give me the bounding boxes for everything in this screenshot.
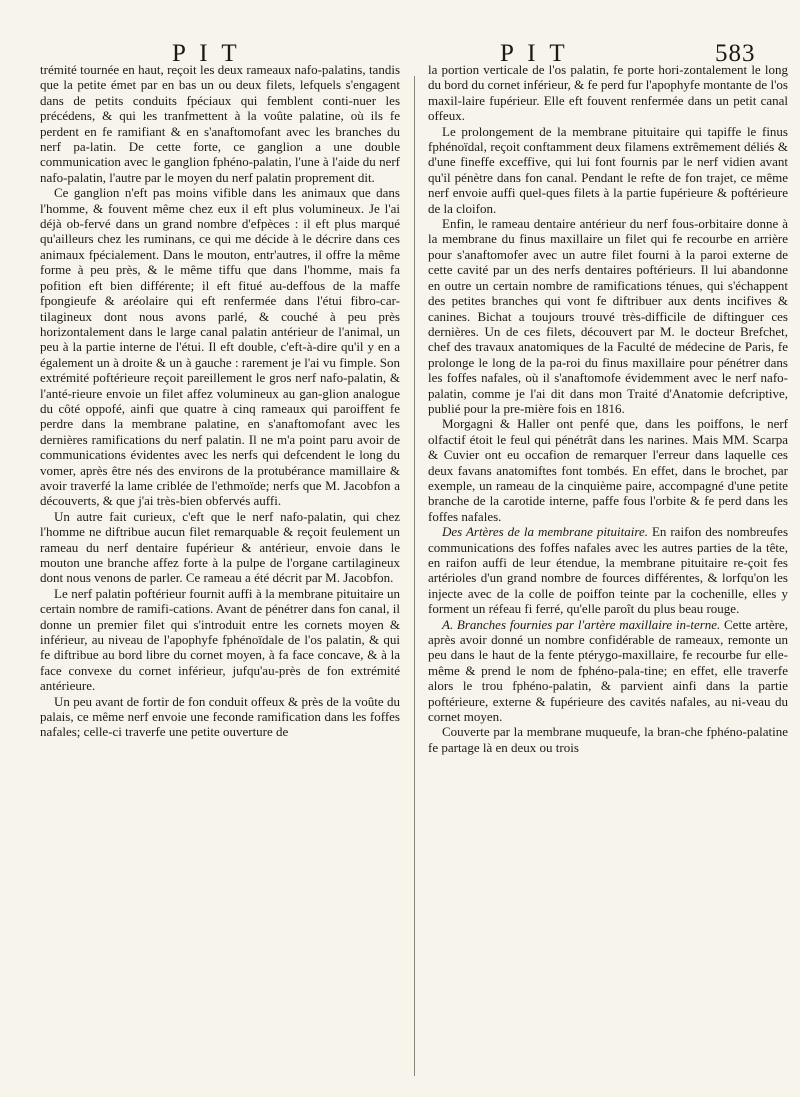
section-heading-arteries: Des Artères de la membrane pituitaire.	[442, 524, 648, 540]
section-paragraph	[428, 524, 788, 616]
page-number: 583	[715, 40, 756, 67]
paragraph: Ce ganglion n'eft pas moins vifible dans les animaux que dans l'homme, & fouvent même chez eux il eft plus volumineux. Je l'ai déjà ob-fervé dans un grand nombre d'efpèces : il eft plus marqué qu'ailleurs chez les ruminans, ce qui me décide à le décrire dans ces animaux fpécialement. Dans le mouton, entr'autres, il offre la même forme à peu près, & le même tiffu que dans l'homme, mais fa pofition eft bien différente; il eft fitué au-deffous de la maffe fpongieufe & aréolaire qui eft renfermée dans l'étui fibro-car-tilagineux dont nous avons parlé, & couché à peu près horizontalement dans le large canal palatin antérieur de l'animal, un peu à la partie interne de l'étui. Il eft double, c'eft-à-dire qu'il y en a également un à droite & un à gauche : rarement je l'ai vu fimple. Son extrémité poftérieure reçoit pareillement le gros nerf nafo-palatin, & l'anté-rieure envoie un filet affez volumineux au gan-glion analogue du côté oppofé, ainfi que quatre à cinq rameaux qui paroiffent fe perdre dans la membrane palatine, en s'anaftomofant avec les dernières ramifications du nerf palatin. Il ne m'a point paru avoir de communications évidentes avec les nerfs qui defcendent le long du vomer, après être nés des environs de la protubérance mamillaire & avoir traverfé la lame criblée de l'ethmoïde; nerfs que M. Jacobfon a découverts, & que j'ai très-bien obfervés auffi.	[40, 185, 400, 509]
paragraph: Le nerf palatin poftérieur fournit auffi à la membrane pituitaire un certain nombre de ramifi-cations. Avant de pénétrer dans fon canal, il donne un premier filet qui s'introduit entre les cornets moyen & inférieur, au niveau de l'apophyfe fphénoïdale de l'os palatin, & qui fe diftribue au bord libre du cornet moyen, à fa face concave, & à la face convexe du cornet inférieur, jufqu'au-près de fon extrémité antérieure.	[40, 585, 401, 694]
paragraph: Couverte par la membrane muqueufe, la bran-che fphéno-palatine fe partage là en deux ou trois	[428, 724, 788, 755]
paragraph: Le prolongement de la membrane pituitaire qui tapiffe le finus fphénoïdal, reçoit conftamment deux filamens extrêmement déliés & d'une fineffe exceffive, qui lui font fournis par le nerf vidien avant qu'il pénètre dans fon canal. Pendant le refte de fon trajet, ce même nerf envoie auffi quel-ques filets à la partie fupérieure & poftérieure de la cloifon.	[428, 123, 788, 216]
running-title-right: P I T	[500, 40, 569, 67]
section-paragraph	[428, 617, 788, 725]
paragraph: Un peu avant de fortir de fon conduit offeux & près de la voûte du palais, ce même nerf envoie une feconde ramification dans les foffes nafales; celle-ci traverfe une petite ouverture de	[40, 693, 400, 740]
paragraph: Morgagni & Haller ont penfé que, dans les poiffons, le nerf olfactif étoit le feul qui pénétrât dans les narines. Mais MM. Scarpa & Cuvier ont eu occafion de remarquer l'erreur dans laquelle ces deux favans anatomiftes font tombés. En effet, dans le brochet, par exemple, un rameau de la cinquième paire, accompagné d'une petite branche de la carotide interne, paffe fous l'orbite & fe perd dans les foffes nafales.	[428, 416, 788, 524]
paragraph: Un autre fait curieux, c'eft que le nerf nafo-palatin, qui chez l'homme ne diftribue aucun filet remarquable & reçoit feulement un rameau du nerf dentaire fupérieur & antérieur, envoie dans le mouton une branche affez forte à la pulpe de l'organe cartilagineux dont nous venons de parler. Ce rameau a été décrit par M. Jacobfon.	[40, 508, 400, 586]
left-column	[40, 62, 400, 740]
paragraph: trémité tournée en haut, reçoit les deux rameaux nafo-palatins, tandis que la petite émet par en bas un ou deux filets, lefquels s'engagent dans de petits conduits fpéciaux qui femblent conti-nuer les précédens, & qui les tranfmettent à la voûte palatine, où ils fe perdent en fe ramifiant & en s'anaftomofant avec les branches du nerf pa-latin. De cette forte, ce ganglion a une double communication avec le ganglion fphéno-palatin, l'une à l'aide du nerf nafo-palatin, l'autre par le moyen du nerf palatin proprement dit.	[40, 62, 400, 185]
section-text-branches: Cette artère, après avoir donné un nombre confidérable de rameaux, remonte un peu dans le haut de la fente ptérygo-maxillaire, fe recourbe fur elle-même & prend le nom de fphéno-pala-tine; en effet, elle traverfe alors le trou fphéno-palatin, & parvient ainfi dans la partie poftérieure, externe & fupérieure des cavités nafales, au ni-veau du cornet moyen.	[428, 616, 788, 725]
section-heading-branches: A. Branches fournies par l'artère maxillaire in-terne.	[442, 616, 721, 632]
running-title-left: P I T	[172, 40, 241, 67]
column-divider	[414, 76, 415, 1076]
right-column	[428, 62, 788, 755]
paragraph: la portion verticale de l'os palatin, fe porte hori-zontalement le long du bord du cornet inférieur, & fe perd fur l'apophyfe montante de l'os maxil-laire fupérieur. Elle eft fouvent renfermée dans un petit canal offeux.	[428, 62, 788, 124]
section-text-arteries: En raifon des nombreufes communications des foffes nafales avec les autres parties de la tête, en raifon auffi de leur étendue, la membrane pituitaire re-çoit fes artérioles d'un grand nombre de fources différentes, & lorfqu'on les injecte avec de la colle de poiffon teinte par la cochenille, elles y forment un réfeau fi ferré, qu'elle paroît du plus beau rouge.	[428, 524, 789, 617]
paragraph: Enfin, le rameau dentaire antérieur du nerf fous-orbitaire donne à la membrane du finus maxillaire un filet qui fe recourbe en arrière pour s'anaftomofer avec un autre filet fourni à la paroi externe de cette cavité par un des nerfs dentaires poftérieurs. Il lui abandonne en outre un certain nombre de ramifications ténues, qui s'échappent des petites branches qui vont fe diftribuer aux dents incifives & canines. Bichat a toujours trouvé très-difficile de diftinguer ces dernières. Un de ces filets, découvert par M. le docteur Brefchet, chef des travaux anatomiques de la Faculté de médecine de Paris, fe prolonge le long de la pa-roi du finus maxillaire pour pénétrer dans les foffes nafales, où il s'anaftomofe évidemment avec le nerf nafo-palatin, comme je l'ai dit dans mon Traité d'Anatomie defcriptive, publié pour la pre-mière fois en 1816.	[428, 216, 788, 416]
